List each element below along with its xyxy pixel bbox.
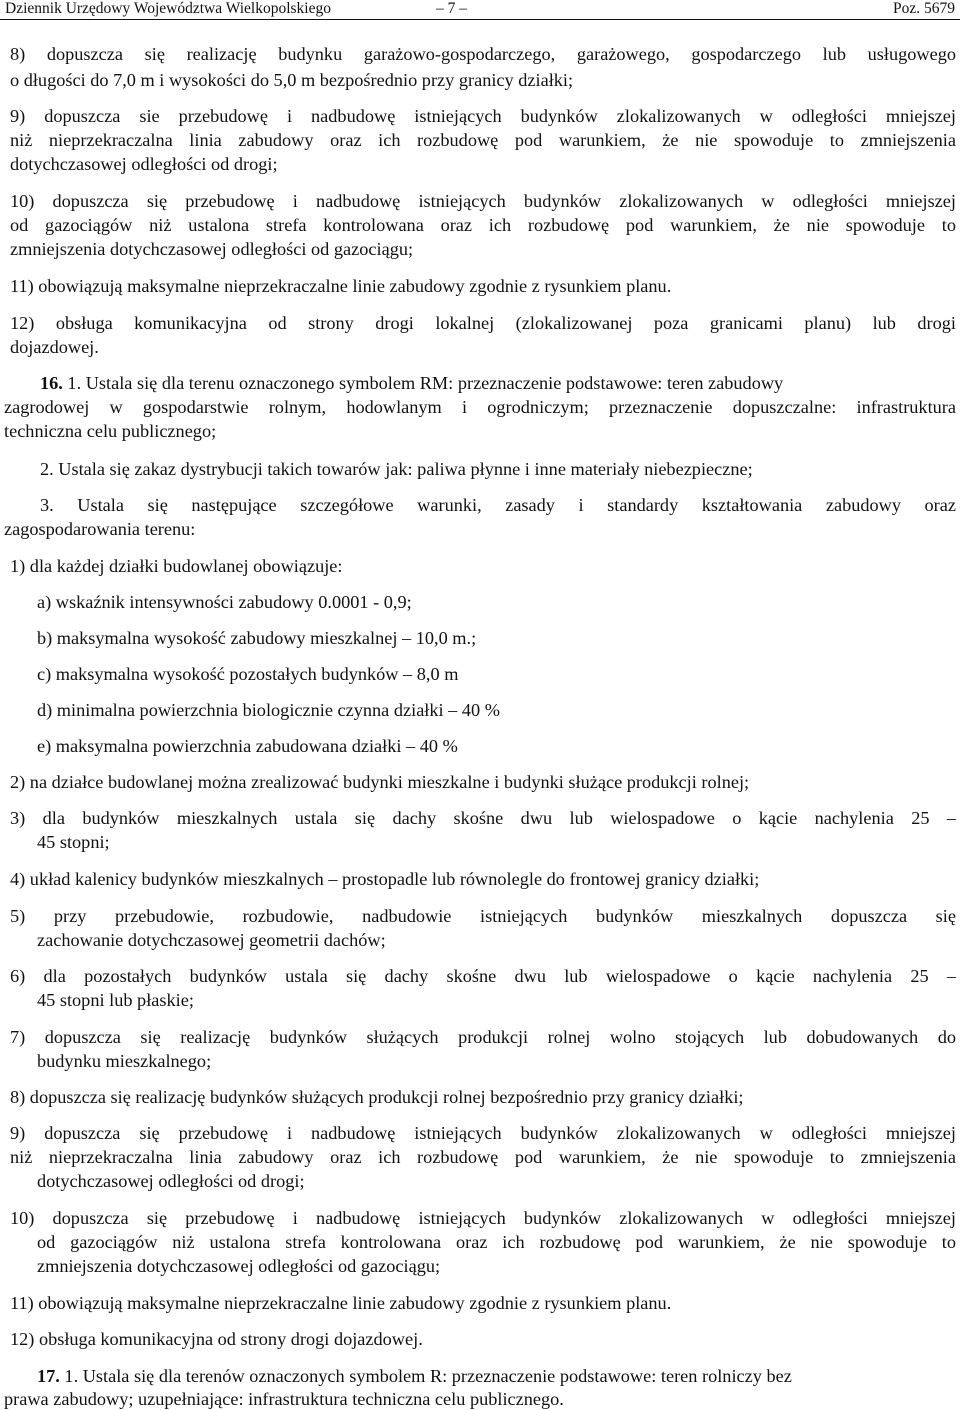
text-line: 45 stopni lub płaskie; — [37, 990, 194, 1010]
text-line: 9) dopuszcza się przebudowę i nadbudowę istniejących budynków zlokalizowanych w odległości mniejszej — [10, 1123, 956, 1143]
text-line: 3) dla budynków mieszkalnych ustala się dachy skośne dwu lub wielospadowe o kącie nachylenia 25 – — [10, 808, 956, 828]
text-line: zmniejszenia dotychczasowej odległości od gazociągu; — [37, 1256, 441, 1276]
text-line: 8) dopuszcza się realizację budynku garażowo-gospodarczego, garażowego, gospodarczego lub usługowego — [10, 44, 956, 64]
text-line: zmniejszenia dotychczasowej odległości od gazociągu; — [10, 239, 414, 259]
text-line: od gazociągów niż ustalona strefa kontrolowana oraz ich rozbudowę pod warunkiem, że nie spowoduje to — [10, 215, 956, 235]
text-line: 11) obowiązują maksymalne nieprzekraczalne linie zabudowy zgodnie z rysunkiem planu. — [10, 276, 672, 296]
text-line: 45 stopni; — [37, 832, 110, 852]
text-line: zachowanie dotychczasowej geometrii dachów; — [37, 930, 386, 950]
journal-title: Dziennik Urzędowy Województwa Wielkopolskiego — [5, 0, 331, 17]
position-number: Poz. 5679 — [893, 0, 955, 17]
paragraph-17-text: 1. Ustala się dla terenów oznaczonych symbolem R: przeznaczenie podstawowe: teren rolniczy bez — [59, 1366, 792, 1386]
text-line: dotychczasowej odległości od drogi; — [10, 154, 278, 174]
text-line: 3. Ustala się następujące szczegółowe warunki, zasady i standardy kształtowania zabudowy oraz — [40, 495, 956, 515]
text-line: 10) dopuszcza się przebudowę i nadbudowę istniejących budynków zlokalizowanych w odległości mniejszej — [10, 1208, 956, 1228]
text-line: budynku mieszkalnego; — [37, 1051, 212, 1071]
text-line: e) maksymalna powierzchnia zabudowana działki – 40 % — [37, 736, 458, 756]
text-line: zagrodowej w gospodarstwie rolnym, hodowlanym i ogrodniczym; przeznaczenie dopuszczalne: infrastruktura — [4, 397, 956, 417]
text-line: zagospodarowania terenu: — [4, 519, 196, 539]
text-line: niż nieprzekraczalna linia zabudowy oraz ich rozbudowę pod warunkiem, że nie spowoduje to zmniejszenia — [10, 1147, 956, 1167]
text-line: od gazociągów niż ustalona strefa kontrolowana oraz ich rozbudowę pod warunkiem, że nie spowoduje to — [37, 1232, 956, 1252]
text-line: 4) układ kalenicy budynków mieszkalnych – prostopadle lub równolegle do frontowej granicy działki; — [10, 869, 760, 889]
paragraph-number-16: 16. — [40, 373, 63, 393]
text-line: 1) dla każdej działki budowlanej obowiązuje: — [10, 556, 343, 576]
header-divider — [0, 19, 960, 20]
text-line: 10) dopuszcza się przebudowę i nadbudowę istniejących budynków zlokalizowanych w odległości mniejszej — [10, 191, 956, 211]
paragraph-16-line — [40, 372, 783, 394]
paragraph-number-17: 17. — [37, 1366, 60, 1386]
text-line: a) wskaźnik intensywności zabudowy 0.0001 - 0,9; — [37, 592, 412, 612]
text-line: 7) dopuszcza się realizację budynków służących produkcji rolnej wolno stojących lub dobudowanych do — [10, 1027, 956, 1047]
paragraph-16-text: 1. Ustala się dla terenu oznaczonego symbolem RM: przeznaczenie podstawowe: teren zabudowy — [62, 373, 784, 393]
text-line: 11) obowiązują maksymalne nieprzekraczalne linie zabudowy zgodnie z rysunkiem planu. — [10, 1293, 672, 1313]
text-line: 2) na działce budowlanej można zrealizować budynki mieszkalne i budynki służące produkcji rolnej; — [10, 772, 750, 792]
paragraph-17-line — [37, 1365, 792, 1387]
text-line: 2. Ustala się zakaz dystrybucji takich towarów jak: paliwa płynne i inne materiały niebezpieczne; — [40, 459, 753, 479]
text-line: dojazdowej. — [10, 337, 99, 357]
page-number: – 7 – — [436, 0, 467, 17]
text-line: o długości do 7,0 m i wysokości do 5,0 m bezpośrednio przy granicy działki; — [10, 70, 574, 90]
text-line: b) maksymalna wysokość zabudowy mieszkalnej – 10,0 m.; — [37, 628, 477, 648]
text-line: techniczna celu publicznego; — [4, 421, 217, 441]
text-line: 12) obsługa komunikacyjna od strony drogi dojazdowej. — [10, 1329, 423, 1349]
text-line: c) maksymalna wysokość pozostałych budynków – 8,0 m — [37, 664, 459, 684]
text-line: 9) dopuszcza sie przebudowę i nadbudowę istniejących budynków zlokalizowanych w odległości mniejszej — [10, 106, 956, 126]
text-line: 6) dla pozostałych budynków ustala się dachy skośne dwu lub wielospadowe o kącie nachylenia 25 – — [10, 966, 956, 986]
text-line: d) minimalna powierzchnia biologicznie czynna działki – 40 % — [37, 700, 500, 720]
text-line: niż nieprzekraczalna linia zabudowy oraz ich rozbudowę pod warunkiem, że nie spowoduje to zmniejszenia — [10, 130, 956, 150]
text-line: dotychczasowej odległości od drogi; — [37, 1171, 305, 1191]
text-line: prawa zabudowy; uzupełniające: infrastruktura techniczna celu publicznego. — [4, 1389, 564, 1409]
text-line: 5) przy przebudowie, rozbudowie, nadbudowie istniejących budynków mieszkalnych dopuszcza się — [10, 906, 956, 926]
text-line: 8) dopuszcza się realizację budynków służących produkcji rolnej bezpośrednio przy granicy działki; — [10, 1087, 744, 1107]
text-line: 12) obsługa komunikacyjna od strony drogi lokalnej (zlokalizowanej poza granicami planu) lub drogi — [10, 313, 956, 333]
